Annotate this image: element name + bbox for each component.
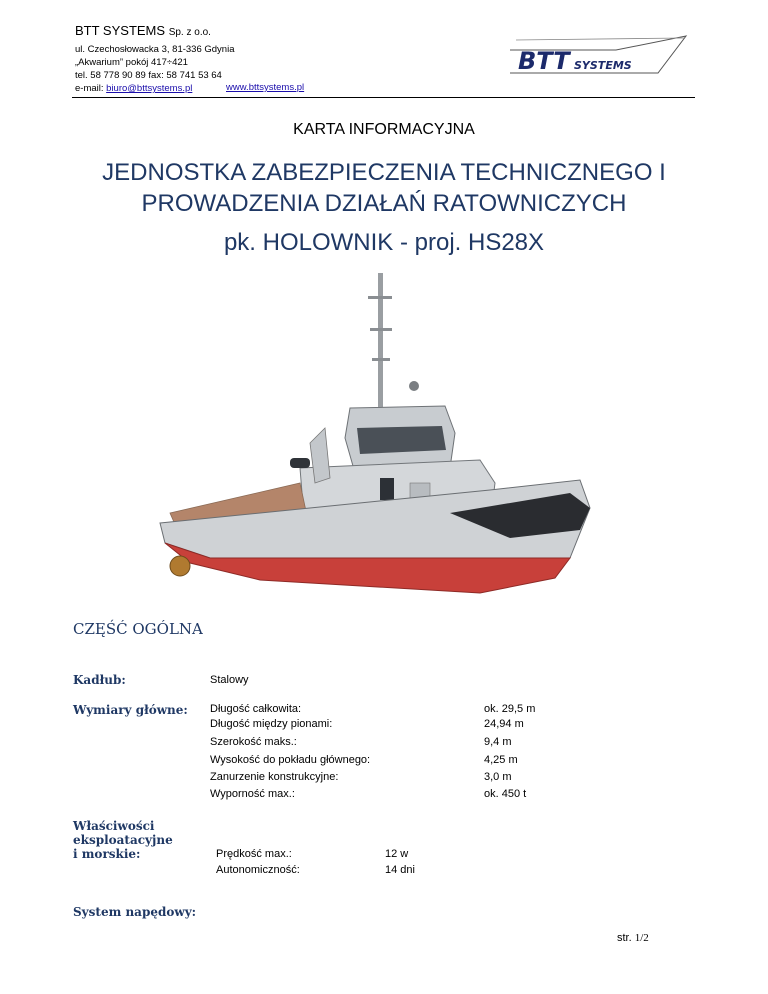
title-line-1: JEDNOSTKA ZABEZPIECZENIA TECHNICZNEGO I <box>102 159 666 186</box>
hull-label: Kadłub: <box>73 673 126 687</box>
performance-name: Autonomiczność: <box>216 864 300 876</box>
dimension-value: 9,4 m <box>484 736 512 748</box>
logo-main-text: BTT <box>518 47 570 75</box>
document-kind: KARTA INFORMACYJNA <box>293 121 475 138</box>
tugboat-image <box>150 268 600 603</box>
dimension-value: 4,25 m <box>484 754 518 766</box>
dimension-name: Wysokość do pokładu głównego: <box>210 754 371 766</box>
page-number <box>617 932 649 944</box>
performance-label-line-3: i morskie: <box>73 847 141 861</box>
email-line <box>75 82 192 95</box>
performance-name: Prędkość max.: <box>216 848 292 860</box>
performance-value: 14 dni <box>385 864 415 876</box>
performance-label <box>73 819 173 861</box>
dimension-name: Długość między pionami: <box>210 718 333 730</box>
propulsion-label: System napędowy: <box>73 905 197 919</box>
company-suffix: Sp. z o.o. <box>168 27 211 38</box>
dimension-value: 3,0 m <box>484 771 512 783</box>
phone-line: tel. 58 778 90 89 fax: 58 741 53 64 <box>75 70 222 81</box>
company-name <box>75 23 211 38</box>
document-title <box>0 157 768 219</box>
dimension-name: Wyporność max.: <box>210 788 295 800</box>
dimension-value: ok. 29,5 m <box>484 703 536 715</box>
header-divider <box>72 97 695 98</box>
dimension-name: Zanurzenie konstrukcyjne: <box>210 771 339 783</box>
website-link[interactable]: www.bttsystems.pl <box>226 82 305 93</box>
page-number-value: 1/2 <box>634 932 649 944</box>
email-link[interactable]: biuro@bttsystems.pl <box>106 83 193 94</box>
performance-label-line-2: eksploatacyjne <box>73 833 173 847</box>
company-name-text: BTT SYSTEMS <box>75 23 166 38</box>
dimensions-label: Wymiary główne: <box>73 703 188 717</box>
address-line: ul. Czechosłowacka 3, 81-336 Gdynia <box>75 44 235 55</box>
section-title: CZĘŚĆ OGÓLNA <box>73 620 203 638</box>
btt-systems-logo <box>508 28 690 88</box>
dimension-value: 24,94 m <box>484 718 524 730</box>
project-title: pk. HOLOWNIK - proj. HS28X <box>223 229 545 256</box>
title-line-2: PROWADZENIA DZIAŁAŃ RATOWNICZYCH <box>141 190 627 217</box>
hull-value: Stalowy <box>210 674 249 686</box>
page-label: str. <box>617 932 632 944</box>
building-line: „Akwarium” pokój 417÷421 <box>75 57 188 68</box>
dimension-name: Długość całkowita: <box>210 703 302 715</box>
email-label: e-mail: <box>75 83 104 94</box>
logo-sub-text: SYSTEMS <box>574 59 632 72</box>
performance-label-line-1: Właściwości <box>73 819 155 833</box>
performance-value: 12 w <box>385 848 409 860</box>
dimension-name: Szerokość maks.: <box>210 736 297 748</box>
dimension-value: ok. 450 t <box>484 788 527 800</box>
